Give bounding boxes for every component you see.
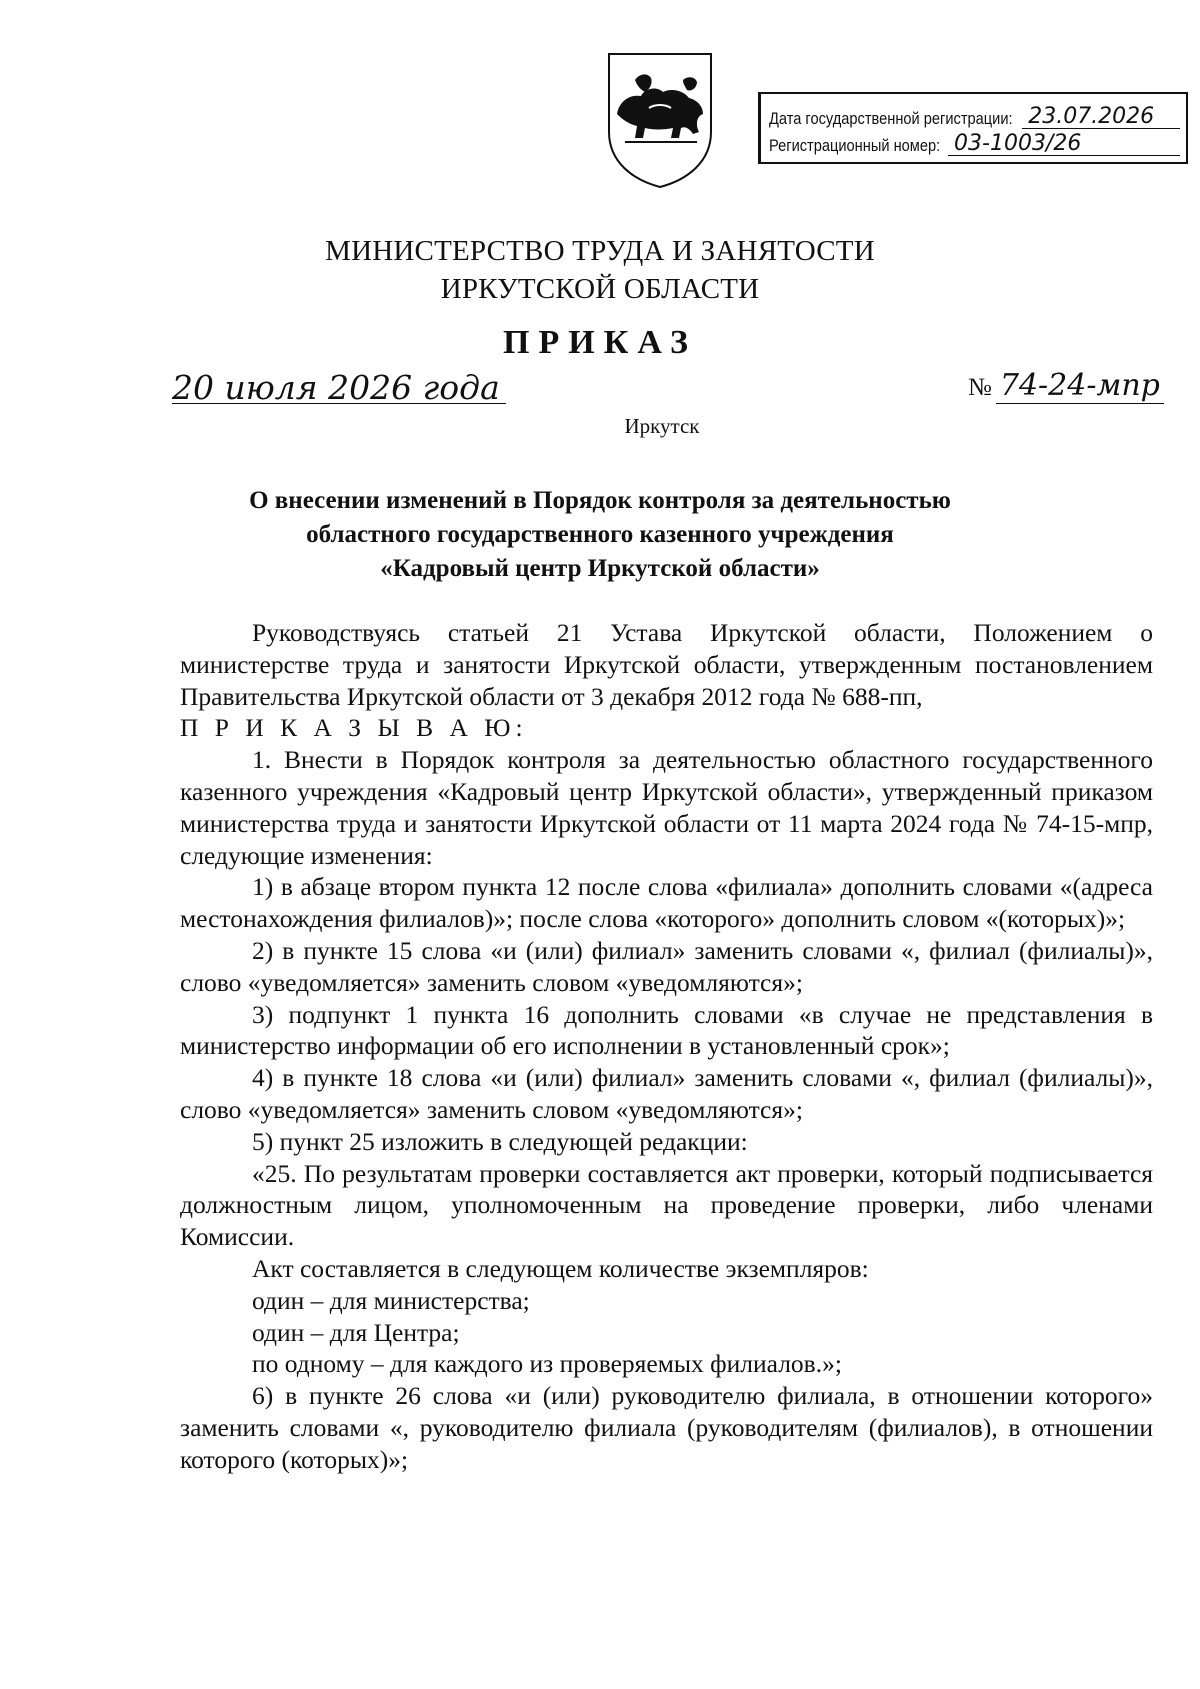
registration-stamp — [758, 92, 1188, 164]
city: Иркутск — [624, 414, 700, 438]
paragraph-copy-branches: по одному – для каждого из проверяемых филиалов.»; — [252, 1349, 842, 1379]
document-type: ПРИКАЗ — [503, 324, 697, 361]
order-date-text: 20 июля 2026 года — [172, 368, 500, 407]
order-date — [172, 368, 500, 407]
registration-number-label: Регистрационный номер: — [769, 136, 941, 155]
paragraph-subitem-6: 6) в пункте 26 слова «и (или) руководителю филиала, в отношении которого» заменить словами «, руководителю филиала (руководителям (филиалов), в отношении которого (которых)»; — [180, 1381, 1153, 1474]
title-line-3: «Кадровый центр Иркутской области» — [380, 555, 820, 582]
ministry-name — [0, 232, 1200, 308]
ministry-line-2: ИРКУТСКОЙ ОБЛАСТИ — [440, 273, 760, 305]
ministry-line-1: МИНИСТЕРСТВО ТРУДА И ЗАНЯТОСТИ — [325, 235, 875, 267]
paragraph-item-1: 1. Внести в Порядок контроля за деятельностью областного государственного казенного учреждения «Кадровый центр Иркутской области», утвержденный приказом министерства труда и занятости Иркутской области от 11 марта 2024 года № 74-15-мпр, следующие изменения: — [180, 745, 1153, 870]
paragraph-order: П Р И К А З Ы В А Ю: — [180, 713, 528, 743]
registration-number-value: 03-1003/26 — [948, 133, 1180, 156]
registration-date-label: Дата государственной регистрации: — [769, 109, 1013, 128]
paragraph-subitem-2: 2) в пункте 15 слова «и (или) филиал» заменить словами «, филиал (филиалы)», слово «уведомляется» заменить словом «уведомляются»; — [180, 935, 1153, 997]
coat-of-arms-icon — [605, 50, 715, 190]
paragraph-subitem-5: 5) пункт 25 изложить в следующей редакции: — [252, 1126, 748, 1156]
date-underline — [172, 403, 506, 404]
document-body — [180, 617, 1153, 1476]
order-number — [968, 368, 1164, 403]
registration-date-value: 23.07.2026 — [1022, 106, 1180, 129]
paragraph-subitem-1: 1) в абзаце втором пункта 12 после слова «филиала» дополнить словами «(адреса местонахождения филиалов)»; после слова «которого» дополнить словом «(которых)»; — [180, 872, 1153, 934]
number-sign: № — [968, 374, 992, 401]
paragraph-preamble: Руководствуясь статьей 21 Устава Иркутской области, Положением о министерстве труда и занятости Иркутской области, утвержденным постановлением Правительства Иркутской области от 3 декабря 2012 года № 688-пп, — [180, 618, 1153, 711]
document-title — [0, 484, 1200, 586]
order-number-value: 74-24-мпр — [996, 368, 1164, 404]
title-line-1: О внесении изменений в Порядок контроля за деятельностью — [249, 487, 951, 514]
paragraph-act-copies: Акт составляется в следующем количестве экземпляров: — [252, 1253, 869, 1283]
paragraph-point-25: «25. По результатам проверки составляется акт проверки, который подписывается должностным лицом, уполномоченным на проведение проверки, либо членами Комиссии. — [180, 1158, 1153, 1252]
paragraph-subitem-3: 3) подпункт 1 пункта 16 дополнить словами «в случае не представления в министерство информации об его исполнении в установленный срок»; — [180, 999, 1153, 1061]
paragraph-copy-center: один – для Центра; — [252, 1317, 460, 1347]
title-line-2: областного государственного казенного учреждения — [306, 521, 894, 548]
paragraph-copy-ministry: один – для министерства; — [252, 1285, 530, 1315]
paragraph-subitem-4: 4) в пункте 18 слова «и (или) филиал» заменить словами «, филиал (филиалы)», слово «уведомляется» заменить словом «уведомляются»; — [180, 1063, 1153, 1124]
